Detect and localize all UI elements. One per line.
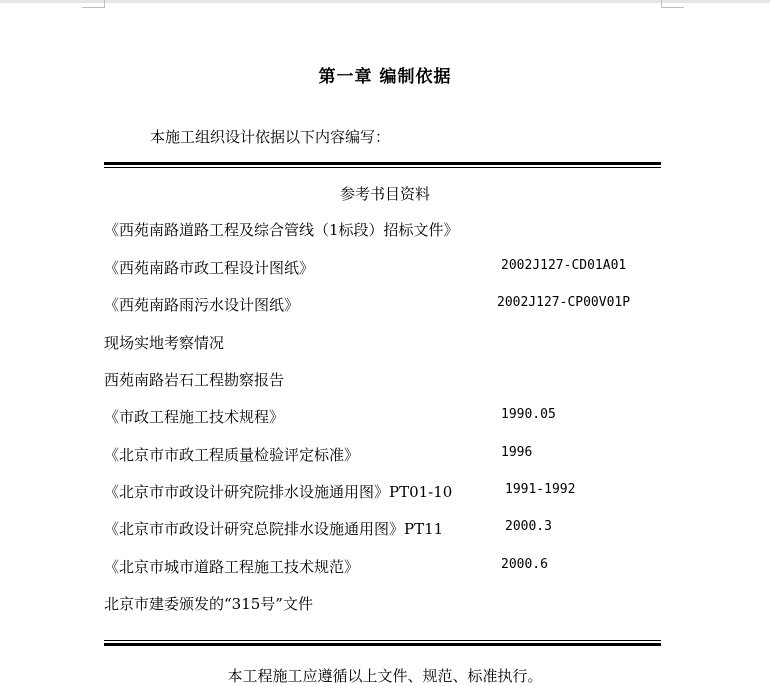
reference-row (104, 593, 664, 617)
reference-title: 《北京市市政设计研究院排水设施通用图》PT01-10 (104, 483, 453, 501)
reference-row (104, 257, 664, 281)
reference-row (104, 294, 664, 318)
reference-code: 2002J127-CD01A01 (501, 258, 627, 273)
table-header: 参考书目资料 (339, 185, 430, 203)
reference-row (104, 332, 664, 356)
margin-corner-mark-left (82, 7, 104, 8)
intro-paragraph: 本施工组织设计依据以下内容编写： (150, 128, 391, 146)
reference-row (104, 369, 664, 393)
table-top-rule (104, 162, 661, 168)
reference-title: 《西苑南路雨污水设计图纸》 (104, 296, 300, 314)
reference-row (104, 219, 664, 243)
reference-title: 《北京市城市道路工程施工技术规范》 (104, 558, 360, 576)
closing-statement: 本工程施工应遵循以上文件、规范、标准执行。 (227, 667, 543, 685)
reference-title: 《北京市市政工程质量检验评定标准》 (104, 446, 360, 464)
reference-code: 2000.6 (501, 557, 548, 572)
reference-code: 1996 (501, 445, 533, 460)
reference-code: 2000.3 (505, 519, 552, 534)
reference-code: 2002J127-CP00V01P (497, 295, 631, 310)
reference-title: 《北京市市政设计研究总院排水设施通用图》PT11 (104, 520, 444, 538)
reference-code: 1991-1992 (505, 482, 576, 497)
reference-row (104, 444, 664, 468)
reference-title: 《西苑南路道路工程及综合管线（1标段）招标文件》 (104, 221, 459, 239)
reference-title: 北京市建委颁发的“315号”文件 (104, 595, 313, 613)
reference-title: 《市政工程施工技术规程》 (104, 408, 285, 426)
table-bottom-rule (104, 640, 661, 646)
reference-title: 现场实地考察情况 (104, 334, 225, 352)
reference-row (104, 406, 664, 430)
page-top-edge (0, 0, 770, 3)
reference-title: 西苑南路岩石工程勘察报告 (104, 371, 285, 389)
reference-title: 《西苑南路市政工程设计图纸》 (104, 259, 315, 277)
margin-corner-mark-right (662, 7, 684, 8)
chapter-title: 第一章 编制依据 (318, 67, 452, 87)
margin-corner-mark-left-vertical (104, 0, 105, 8)
reference-row (104, 518, 664, 542)
reference-row (104, 556, 664, 580)
margin-corner-mark-right-vertical (661, 0, 662, 8)
reference-code: 1990.05 (501, 407, 556, 422)
reference-row (104, 481, 664, 505)
